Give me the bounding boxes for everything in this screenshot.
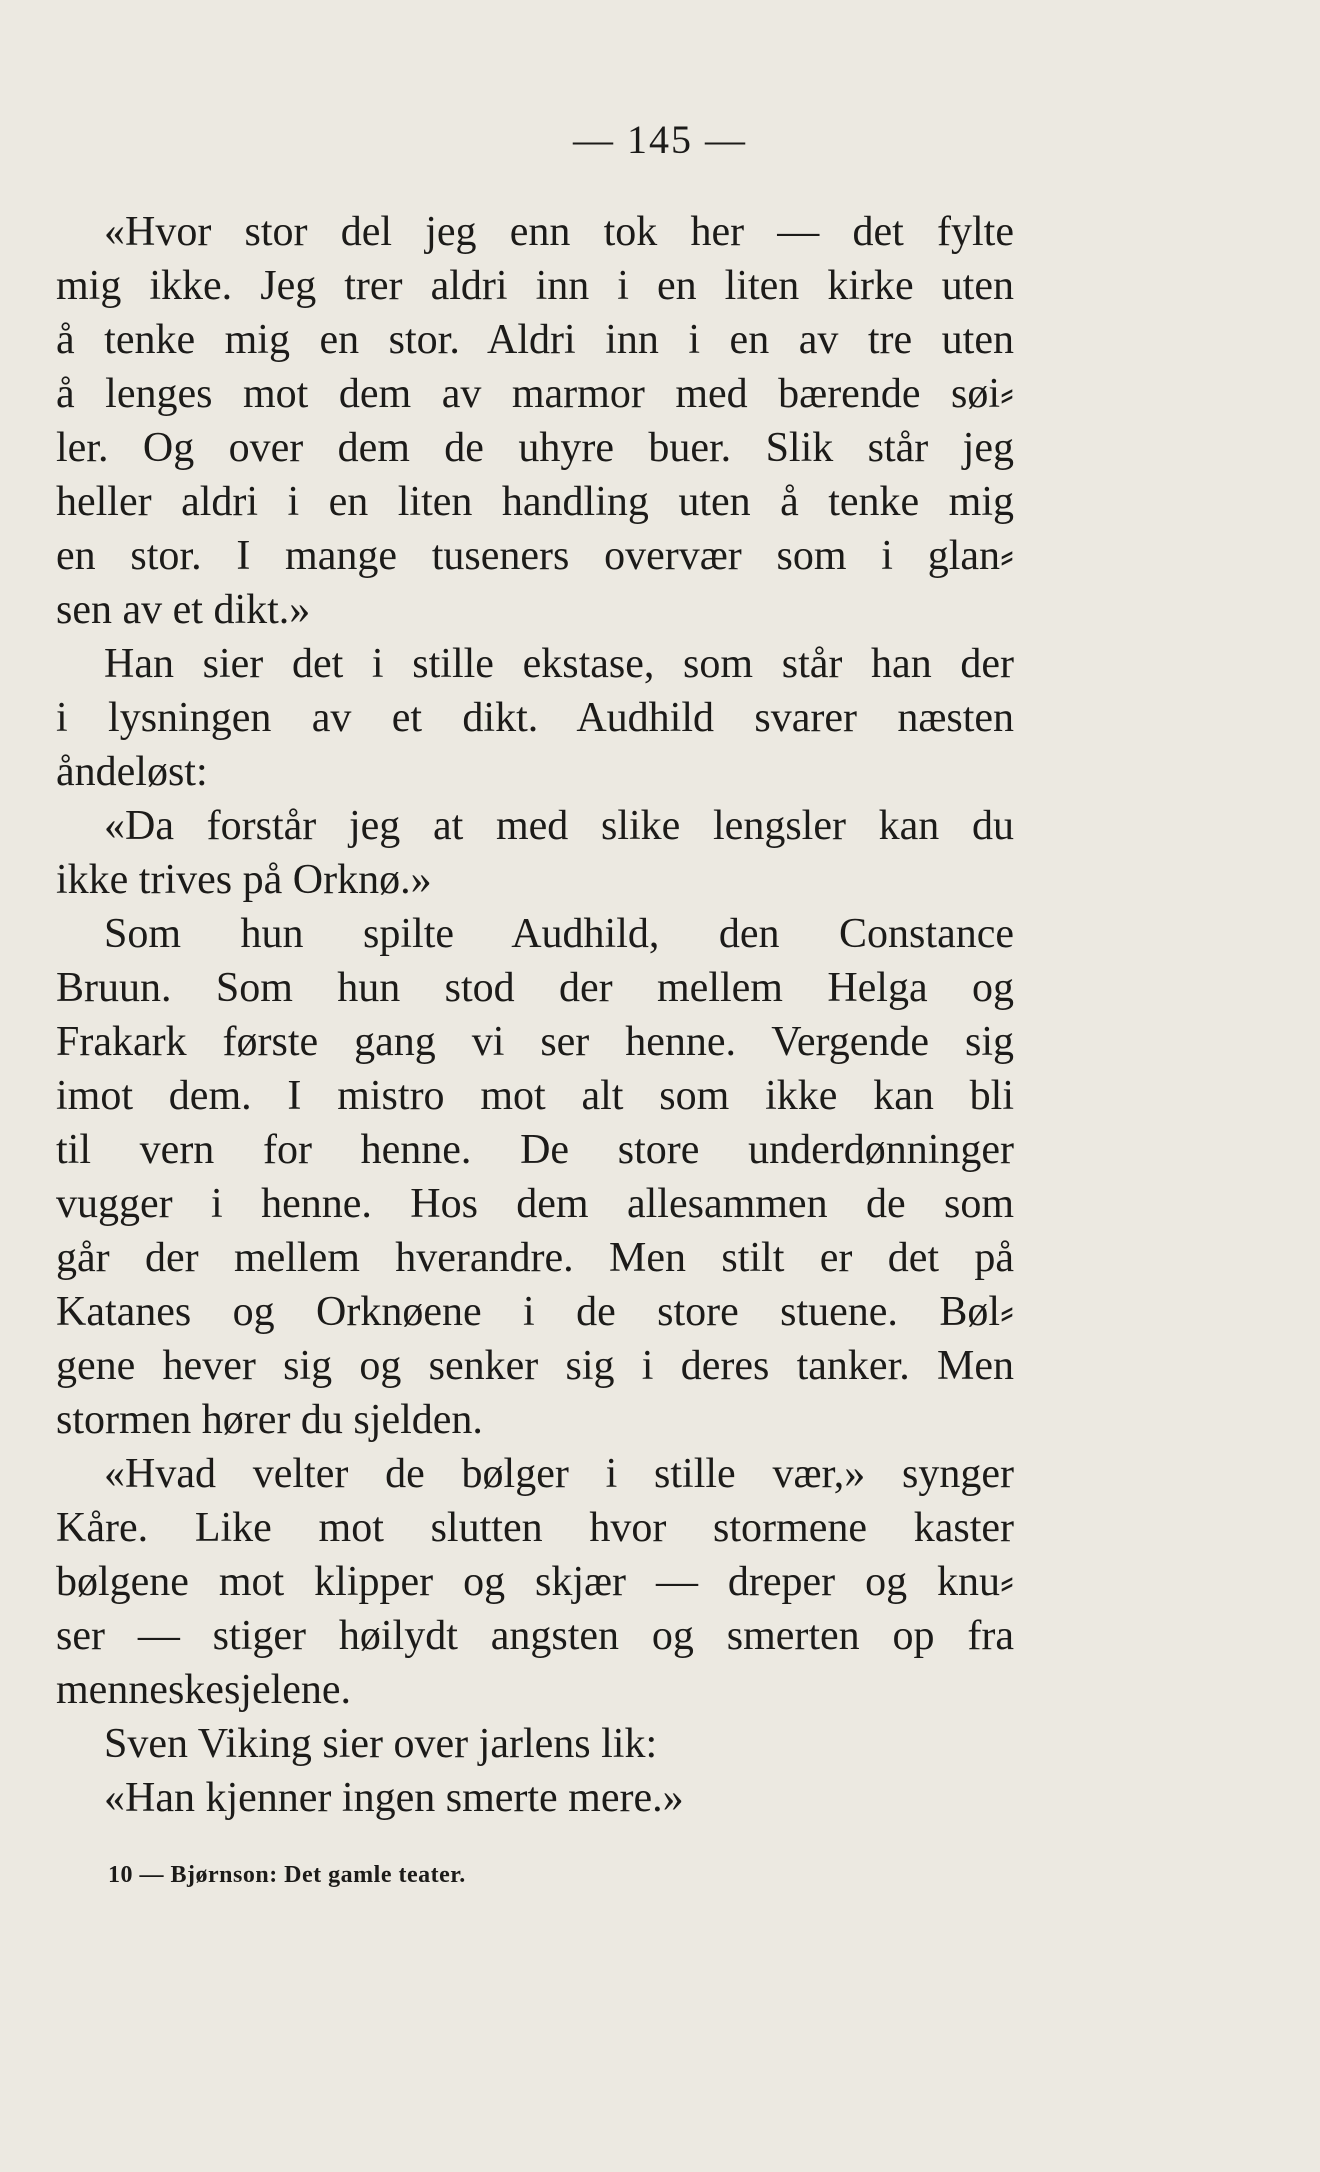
text-line: Frakark første gang vi ser henne. Vergende sig xyxy=(56,1019,1014,1065)
text-line: Han sier det i stille ekstase, som står han der xyxy=(104,641,1014,687)
text-line: en stor. I mange tuseners overvær som i glan⸗ xyxy=(56,533,1014,579)
text-line: mig ikke. Jeg trer aldri inn i en liten kirke uten xyxy=(56,263,1014,309)
text-line: å lenges mot dem av marmor med bærende søi⸗ xyxy=(56,371,1014,417)
text-line: Sven Viking sier over jarlens lik: xyxy=(104,1721,658,1767)
text-line: Som hun spilte Audhild, den Constance xyxy=(104,911,1014,957)
signature-footer: 10 — Bjørnson: Det gamle teater. xyxy=(108,1862,466,1888)
text-line: Kåre. Like mot slutten hvor stormene kaster xyxy=(56,1505,1014,1551)
text-line: åndeløst: xyxy=(56,749,208,795)
text-line: til vern for henne. De store underdønninger xyxy=(56,1127,1014,1173)
text-line: Bruun. Som hun stod der mellem Helga og xyxy=(56,965,1014,1011)
text-line: ikke trives på Orknø.» xyxy=(56,857,432,903)
text-line: sen av et dikt.» xyxy=(56,587,311,633)
text-line: «Hvor stor del jeg enn tok her — det fylte xyxy=(104,209,1014,255)
text-line: heller aldri i en liten handling uten å tenke mig xyxy=(56,479,1014,525)
text-line: i lysningen av et dikt. Audhild svarer næsten xyxy=(56,695,1014,741)
text-line: imot dem. I mistro mot alt som ikke kan bli xyxy=(56,1073,1014,1119)
text-line: ser — stiger høilydt angsten og smerten op fra xyxy=(56,1613,1014,1659)
text-line: å tenke mig en stor. Aldri inn i en av tre uten xyxy=(56,317,1014,363)
text-line: «Hvad velter de bølger i stille vær,» synger xyxy=(104,1451,1014,1497)
text-line: menneskesjelene. xyxy=(56,1667,352,1713)
text-line: ler. Og over dem de uhyre buer. Slik står jeg xyxy=(56,425,1014,471)
text-line: «Da forstår jeg at med slike lengsler kan du xyxy=(104,803,1014,849)
text-line: bølgene mot klipper og skjær — dreper og knu⸗ xyxy=(56,1559,1014,1605)
text-line: «Han kjenner ingen smerte mere.» xyxy=(104,1775,684,1821)
body-text xyxy=(56,205,1014,1825)
text-line: vugger i henne. Hos dem allesammen de som xyxy=(56,1181,1014,1227)
page-number: — 145 — xyxy=(573,117,747,162)
text-line: stormen hører du sjelden. xyxy=(56,1397,483,1443)
text-line: Katanes og Orknøene i de store stuene. Bøl⸗ xyxy=(56,1289,1014,1335)
text-line: gene hever sig og senker sig i deres tanker. Men xyxy=(56,1343,1014,1389)
text-line: går der mellem hverandre. Men stilt er det på xyxy=(56,1235,1014,1281)
